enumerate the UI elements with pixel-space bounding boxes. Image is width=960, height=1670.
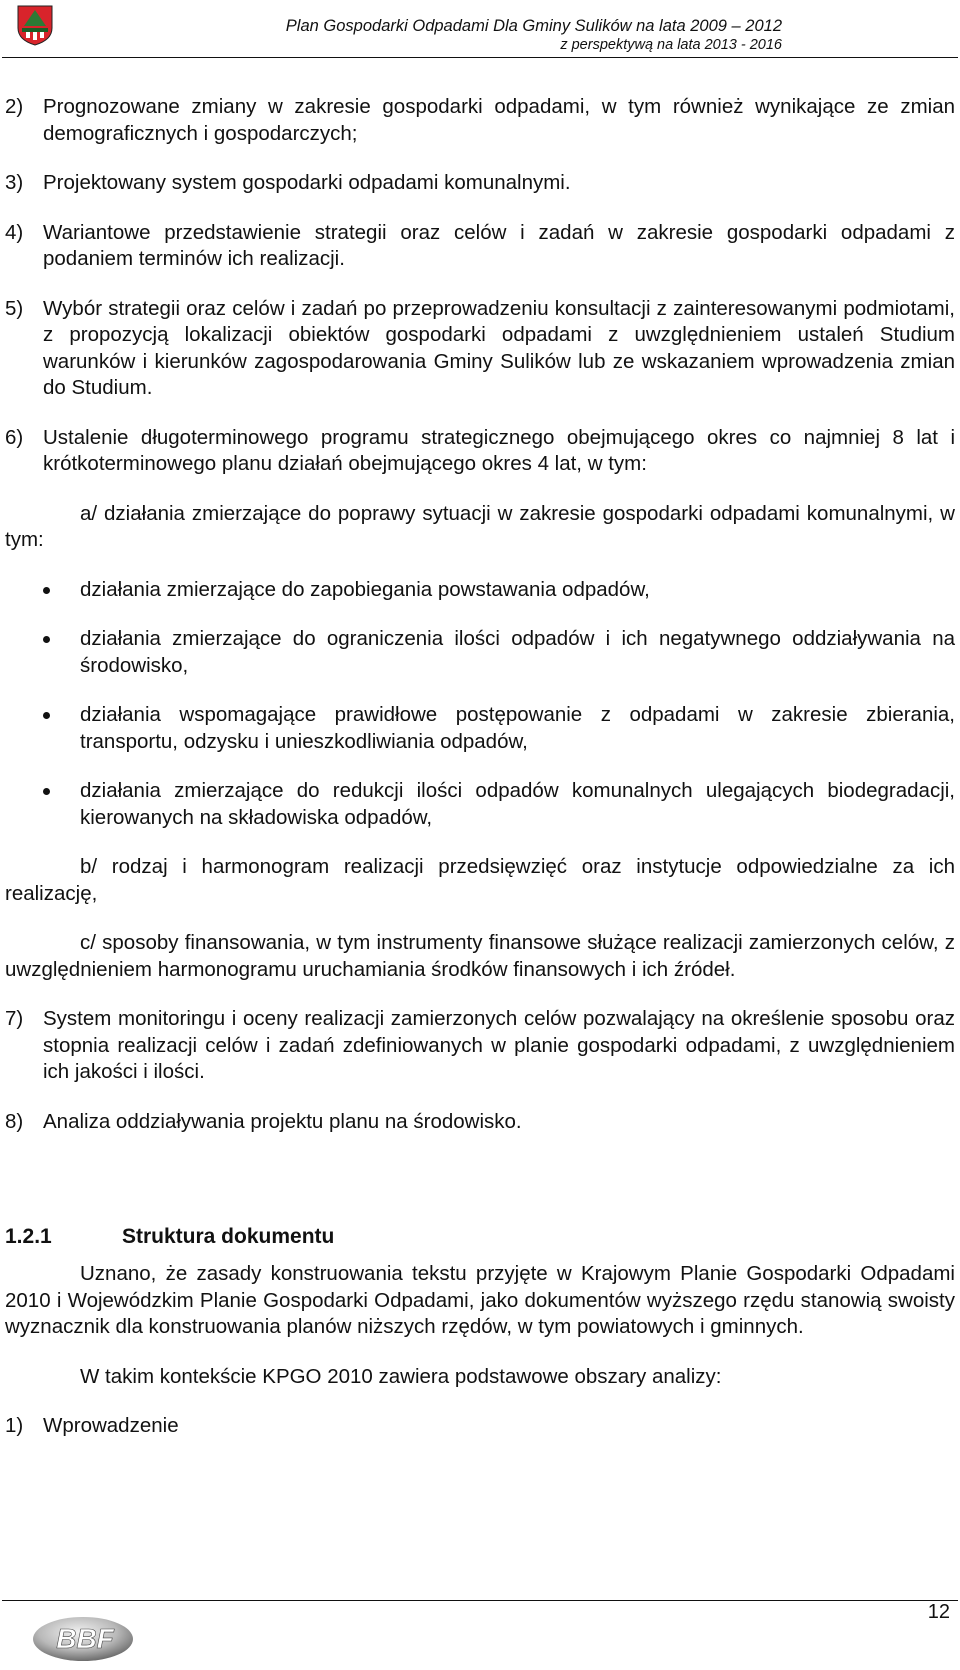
list-text: Prognozowane zmiany w zakresie gospodarki odpadami, w tym również wynikające ze zmian demograficznych i gospodarczych; [43,95,955,145]
list-text: Ustalenie długoterminowego programu strategicznego obejmującego okres co najmniej 8 lat i krótkoterminowego planu działań obejmującego okres 4 lat, w tym: [43,425,955,475]
list-number: 3) [5,171,24,194]
bullet-text: działania zmierzające do ograniczenia ilości odpadów i ich negatywnego oddziaływania na środowisko, [80,627,955,677]
bullet-item [5,577,955,604]
bullet-item [5,702,955,755]
list-text: Projektowany system gospodarki odpadami komunalnymi. [43,171,571,194]
bullet-item [5,778,955,831]
list-number: 1) [5,1414,24,1437]
section-number: 1.2.1 [5,1225,52,1248]
header-divider [2,57,958,58]
footer-divider [2,1600,958,1601]
list-number: 4) [5,220,24,244]
list-number: 8) [5,1109,24,1133]
bullet-icon [43,587,50,594]
page-number: 12 [927,1601,950,1623]
list-number: 2) [5,95,24,118]
list-number: 6) [5,425,24,449]
document-body [5,94,955,1463]
list-number: 7) [5,1007,24,1030]
subitem-b: b/ rodzaj i harmonogram realizacji przedsięwzięć oraz instytucje odpowiedzialne za ich realizację, [5,855,955,905]
header-title [286,16,782,54]
list-text: System monitoringu i oceny realizacji zamierzonych celów pozwalający na określenie sposobu oraz stopnia realizacji celów i zadań zdefiniowanych w planie gospodarki odpadami, z uwzględnieniem ich jakości i ilości. [43,1007,955,1083]
list-number: 5) [5,296,24,320]
section-list-item-1 [5,1413,955,1440]
bullet-text: działania zmierzające do redukcji ilości odpadów komunalnych ulegających biodegradacji, kierowanych na składowiska odpadów, [80,779,955,829]
section-paragraph-2: W takim kontekście KPGO 2010 zawiera podstawowe obszary analizy: [80,1364,722,1388]
list-text: Wariantowe przedstawienie strategii oraz celów i zadań w zakresie gospodarki odpadami z podaniem terminów ich realizacji. [43,220,955,270]
list-text: Wybór strategii oraz celów i zadań po przeprowadzeniu konsultacji z zainteresowanymi podmiotami, z propozycją lokalizacji obiektów gospodarki odpadami z uwzględnieniem ustaleń Studium warunków i kierunków zagospodarowania Gminy Sulików lub ze wskazaniem wprowadzenia zmian do Studium. [43,296,955,399]
list-text: Wprowadzenie [43,1414,179,1437]
bullet-icon [43,788,50,795]
list-text: Analiza oddziaływania projektu planu na środowisko. [43,1109,522,1133]
list-item-7 [5,1006,955,1086]
section-paragraph-1: Uznano, że zasady konstruowania tekstu przyjęte w Krajowym Planie Gospodarki Odpadami 2010 i Wojewódzkim Planie Gospodarki Odpadami, jako dokumentów wyższego rzędu stanowią swoisty wyznacznik dla konstruowania planów niższych rzędów, w tym powiatowych i gminnych. [5,1262,955,1338]
bullet-text: działania zmierzające do zapobiegania powstawania odpadów, [80,577,650,601]
bbf-logo [28,1613,138,1665]
bullet-icon [43,712,50,719]
subitem-c: c/ sposoby finansowania, w tym instrumenty finansowe służące realizacji zamierzonych celów, z uwzględnieniem harmonogramu uruchamiania środków finansowych i ich źródeł. [5,931,955,981]
subitem-a: a/ działania zmierzające do poprawy sytuacji w zakresie gospodarki odpadami komunalnymi, w tym: [5,501,955,551]
bullet-item [5,626,955,679]
header-title-line1: Plan Gospodarki Odpadami Dla Gminy Sulików na lata 2009 – 2012 [285,17,782,35]
list-item-4 [5,220,955,273]
header-title-line2: z perspektywą na lata 2013 - 2016 [560,37,782,53]
logo-text: BBF [56,1623,114,1654]
list-item-8 [5,1109,955,1136]
list-item-3 [5,170,955,197]
municipality-crest-logo [16,4,54,46]
bullet-text: działania wspomagające prawidłowe postępowanie z odpadami w zakresie zbierania, transportu, odzysku i unieszkodliwiania odpadów, [80,703,955,753]
section-heading [5,1224,955,1250]
section-title: Struktura dokumentu [122,1225,335,1248]
list-item-6 [5,425,955,478]
list-item-2 [5,94,955,147]
bullet-icon [43,636,50,643]
list-item-5 [5,296,955,402]
